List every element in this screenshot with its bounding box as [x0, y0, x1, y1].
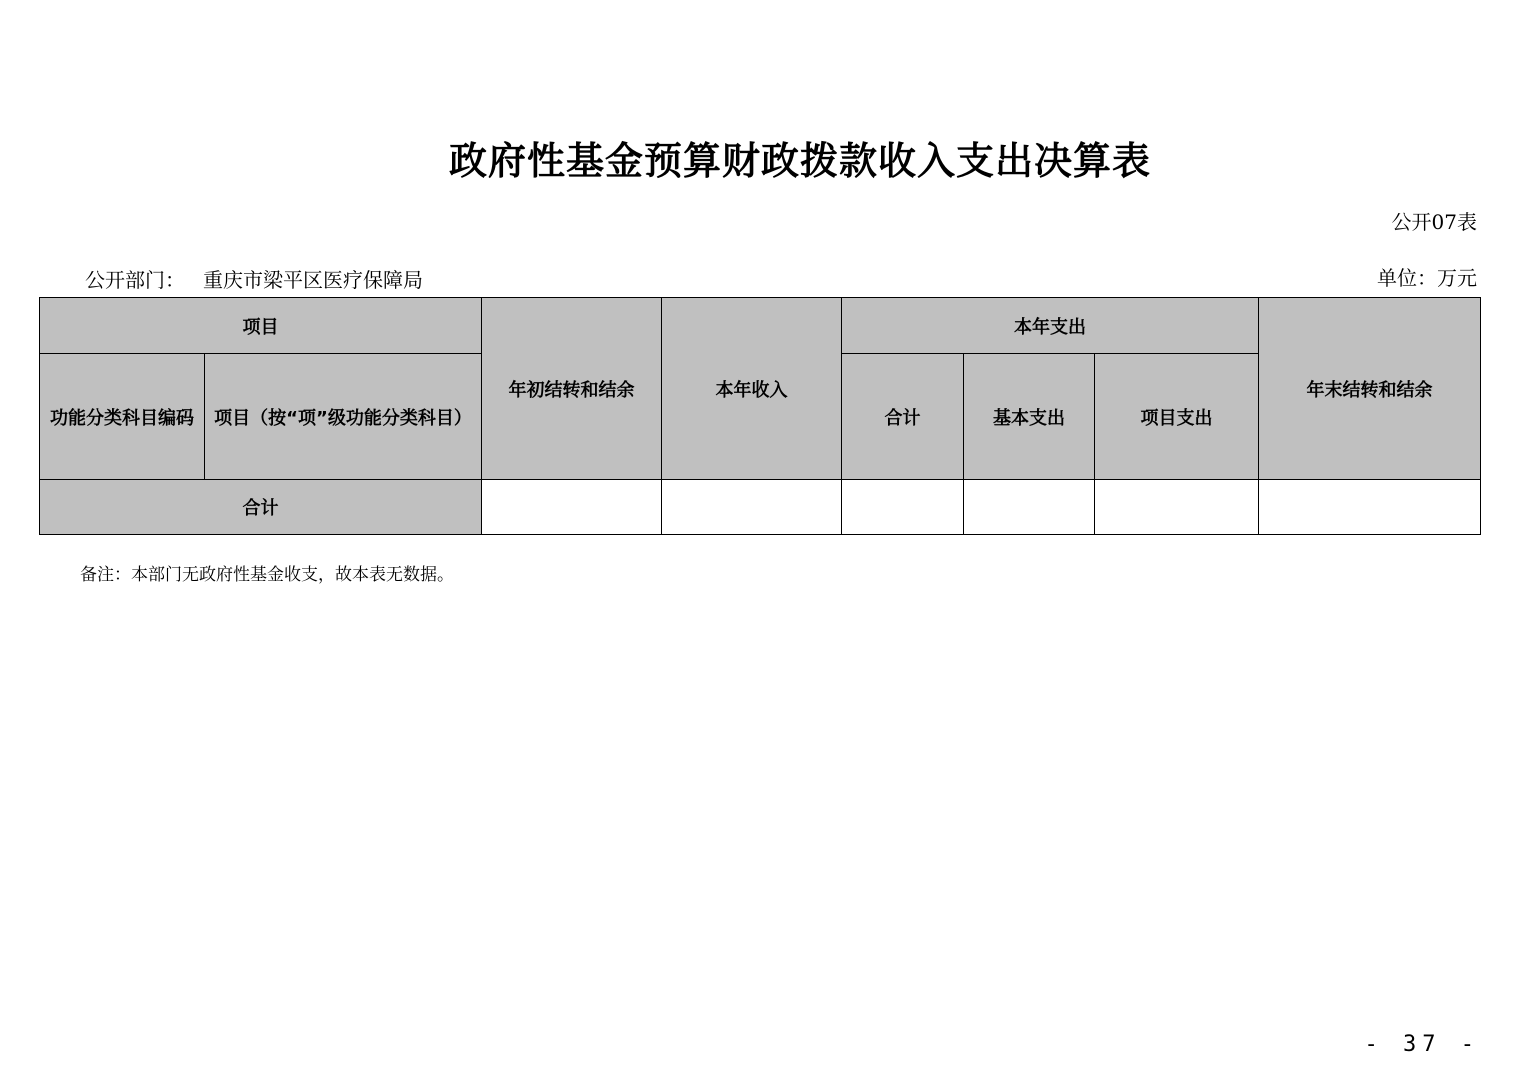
remark-note: 备注：本部门无政府性基金收支，故本表无数据。	[80, 565, 454, 585]
total-exp-project	[1095, 480, 1259, 535]
form-number: 公开07表	[1391, 210, 1477, 234]
department-label: 公开部门：	[85, 268, 185, 292]
header-exp-total: 合计	[842, 354, 964, 480]
page-number: - 37 -	[1364, 1032, 1480, 1057]
header-item: 项目	[40, 298, 482, 354]
header-current-income: 本年收入	[662, 298, 842, 480]
header-beginning-balance: 年初结转和结余	[482, 298, 662, 480]
total-row	[40, 480, 1481, 535]
total-beginning-balance	[482, 480, 662, 535]
department-value: 重庆市梁平区医疗保障局	[203, 268, 423, 292]
unit-label: 单位：万元	[1377, 266, 1477, 290]
total-label: 合计	[40, 480, 482, 535]
header-exp-project: 项目支出	[1095, 354, 1259, 480]
header-func-code: 功能分类科目编码	[40, 354, 205, 480]
total-exp-basic	[964, 480, 1095, 535]
department-line	[85, 264, 423, 293]
header-exp-basic: 基本支出	[964, 354, 1095, 480]
total-exp-total	[842, 480, 964, 535]
document-title: 政府性基金预算财政拨款收入支出决算表	[448, 138, 1151, 183]
header-item-by-category: 项目（按“项”级功能分类科目）	[205, 354, 482, 480]
header-ending-balance: 年末结转和结余	[1259, 298, 1481, 480]
report-table	[39, 297, 1481, 535]
total-ending-balance	[1259, 480, 1481, 535]
header-current-expenditure: 本年支出	[842, 298, 1259, 354]
total-current-income	[662, 480, 842, 535]
